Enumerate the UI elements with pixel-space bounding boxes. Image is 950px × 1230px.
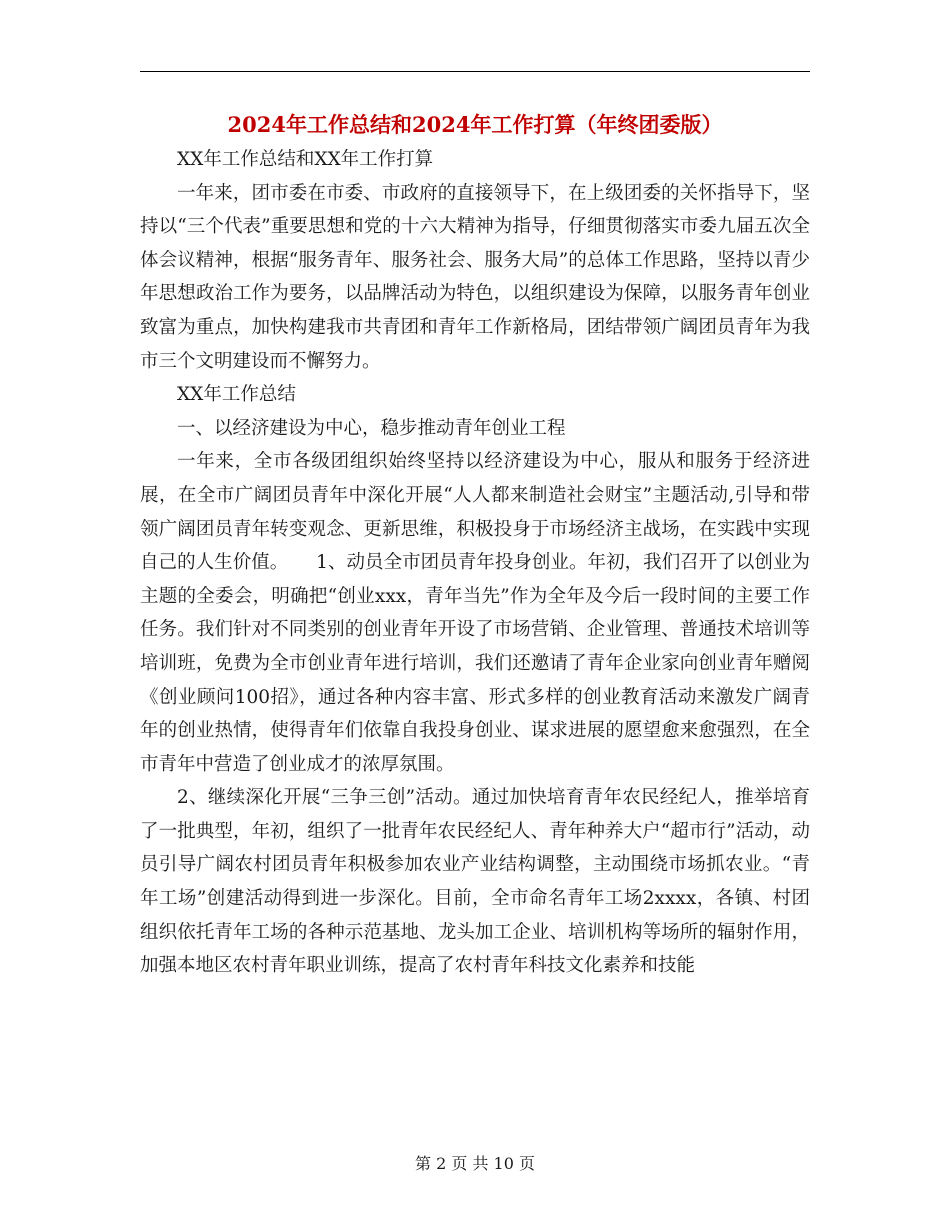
document-body — [140, 143, 810, 983]
page-footer: 第 2 页 共 10 页 — [415, 1154, 535, 1173]
paragraph-intro: 一年来，团市委在市委、市政府的直接领导下，在上级团委的关怀指导下，坚持以“三个代表”重要思想和党的十六大精神为指导，仔细贯彻落实市委九届五次全体会议精神，根据“服务青年、服务社会、服务大局”的总体工作思路，坚持以青少年思想政治工作为要务，以品牌活动为特色，以组织建设为保障，以服务青年创业致富为重点，加快构建我市共青团和青年工作新格局，团结带领广阔团员青年为我市三个文明建设而不懈努力。 — [140, 182, 810, 372]
paragraph-item-two: 2、继续深化开展“三争三创”活动。通过加快培育青年农民经纪人，推举培育了一批典型，年初，组织了一批青年农民经纪人、青年种养大户“超市行”活动，动员引导广阔农村团员青年积极参加农业产业结构调整，主动围绕市场抓农业。“青年工场”创建活动得到进一步深化。目前，全市命名青年工场2xxxx，各镇、村团组织依托青年工场的各种示范基地、龙头加工企业、培训机构等场所的辐射作用，加强本地区农村青年职业训练，提高了农村青年科技文化素养和技能 — [140, 787, 810, 977]
paragraph-section-one-body: 一年来，全市各级团组织始终坚持以经济建设为中心，服从和服务于经济进展，在全市广阔团员青年中深化开展“人人都来制造社会财宝”主题活动,引导和带领广阔团员青年转变观念、更新思维，积极投身于市场经济主战场，在实践中实现自己的人生价值。 1、动员全市团员青年投身创业。年初，我们召开了以创业为主题的全委会，明确把“创业xxx，青年当先”作为全年及今后一段时间的主要工作任务。我们针对不同类别的创业青年开设了市场营销、企业管理、普通技术培训等培训班，免费为全市创业青年进行培训，我们还邀请了青年企业家向创业青年赠阅《创业顾问100招》，通过各种内容丰富、形式多样的创业教育活动来激发广阔青年的创业热情，使得青年们依靠自我投身创业、谋求进展的愿望愈来愈强烈，在全市青年中营造了创业成才的浓厚氛围。 — [140, 451, 810, 775]
paragraph-section-one-heading: 一、以经济建设为中心，稳步推动青年创业工程 — [177, 417, 566, 439]
paragraph-summary-heading: XX年工作总结 — [177, 384, 296, 406]
header-rule — [140, 71, 810, 72]
paragraph-subtitle: XX年工作总结和XX年工作打算 — [177, 149, 434, 170]
document-title: 2024年工作总结和2024年工作打算（年终团委版） — [227, 112, 723, 137]
